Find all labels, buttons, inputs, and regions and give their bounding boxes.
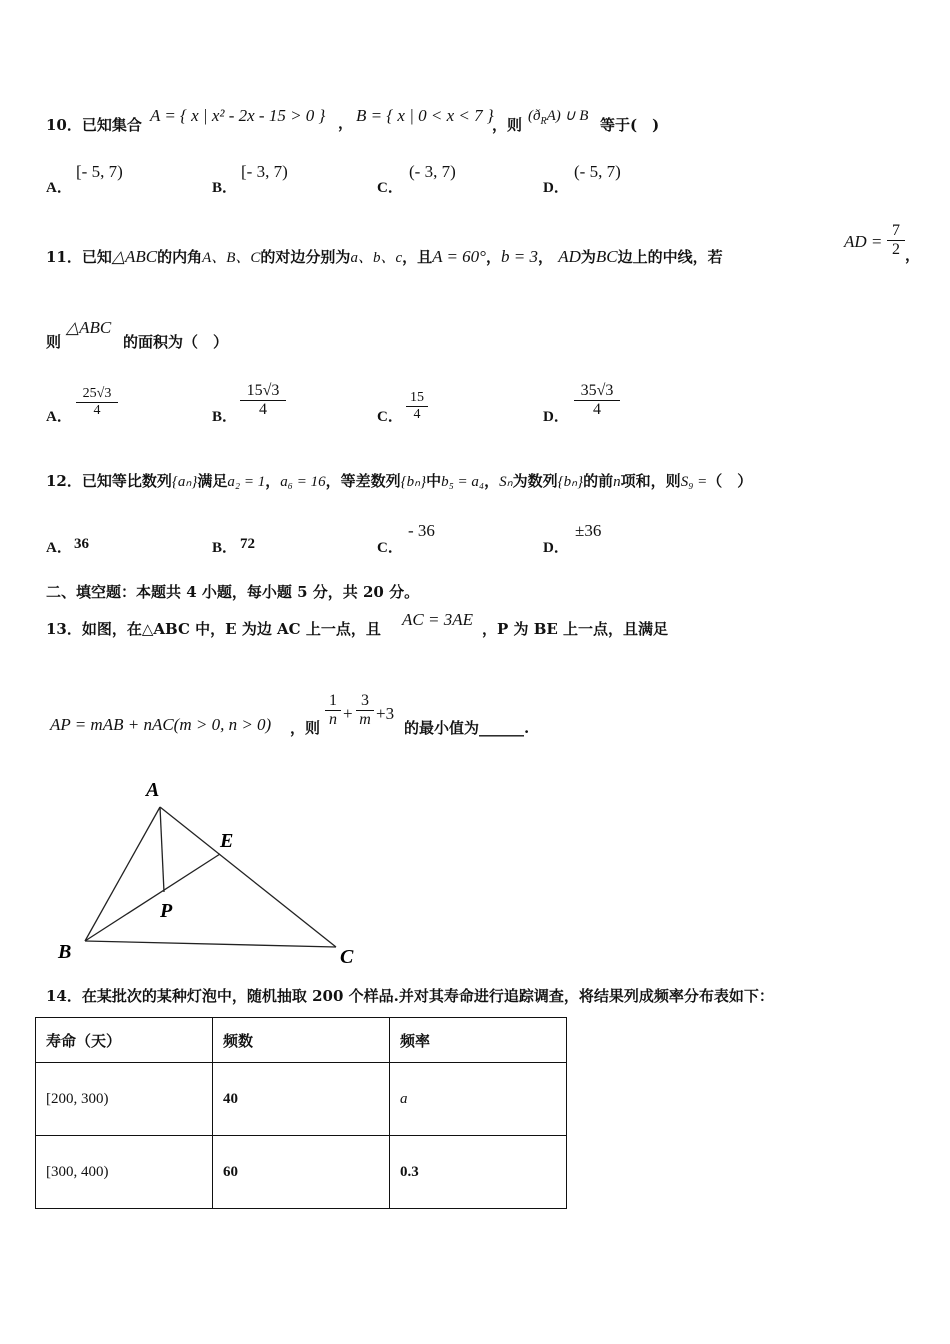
header-lifetime: 寿命（天）: [36, 1018, 213, 1063]
q10-option-b-value: [- 3, 7): [241, 162, 288, 181]
q10-set-b: B = { x | 0 < x < 7 }: [356, 106, 494, 125]
q12-option-b-value: 72: [240, 536, 255, 552]
q11-option-a-fraction: $\frac{25√3}{4}$: [76, 386, 118, 419]
q14-text: 14．在某批次的某种灯泡中，随机抽取 200 个样品.并对其寿命进行追踪调查，将结果列成频率分布表如下：: [46, 987, 774, 1005]
q11-line2-tri: △ABC: [66, 318, 112, 337]
q10-option-c-letter: C．: [377, 180, 403, 196]
frequency-table: [35, 1017, 567, 1209]
label-b: B: [58, 941, 72, 963]
q10-set-a: A = { x | x² - 2x - 15 > 0 }: [150, 106, 326, 125]
label-e: E: [220, 830, 234, 852]
q13-fraction-1: $\frac{1}{n}$: [325, 692, 341, 729]
q12-line: 12．已知等比数列{aₙ}满足a₂ = 1，a₆ = 16，等差数列{bₙ}中b₅ = a₄，Sₙ为数列{bₙ}的前n项和，则S₉ =（ ）: [46, 472, 753, 490]
q11-ad-fraction: $\frac{7}{2}$: [887, 222, 905, 259]
label-c: C: [340, 946, 354, 968]
q10-option-a-value: [- 5, 7): [76, 162, 123, 181]
triangle-figure: [40, 770, 380, 970]
q12-option-a-value: 36: [74, 536, 89, 552]
q13-then: ，则: [290, 719, 321, 737]
q13-plus: +: [343, 704, 353, 723]
edge-bc: [85, 941, 336, 947]
table-row: [36, 1136, 567, 1209]
q13-ac: AC = 3AE: [402, 610, 473, 629]
row-2-count: 60: [213, 1136, 390, 1209]
q12-option-c-letter: C．: [377, 540, 403, 556]
q12-option-d-value: ±36: [575, 521, 602, 540]
table-row: [36, 1063, 567, 1136]
q12-option-a-letter: A．: [46, 540, 72, 556]
q12-option-b-letter: B．: [212, 540, 238, 556]
header-frequency-count: 频数: [213, 1018, 390, 1063]
label-p: P: [160, 900, 173, 922]
section-2-heading: 二、填空题：本题共 4 小题，每小题 5 分，共 20 分。: [46, 583, 420, 601]
q11-ad-eq: AD =: [844, 232, 883, 251]
q11-option-c-letter: C．: [377, 409, 403, 425]
q10-then: ，则: [492, 116, 523, 134]
q10-option-a-letter: A．: [46, 180, 72, 196]
q11-option-d-fraction: $\frac{35√3}{4}$: [574, 382, 620, 419]
q13-tail: 的最小值为______.: [404, 719, 530, 737]
q10-option-b-letter: B．: [212, 180, 238, 196]
row-2-rate: 0.3: [390, 1136, 567, 1209]
q11-option-a-letter: A．: [46, 409, 72, 425]
q13-fraction-2: $\frac{3}{m}$: [356, 692, 374, 729]
q10-label: 10．已知集合: [46, 116, 142, 134]
q13-line1-post: ，P 为 BE 上一点，且满足: [482, 620, 669, 638]
q10-option-c-value: (- 3, 7): [409, 162, 456, 181]
q13-plus-three: +3: [376, 704, 395, 723]
q10-option-d-letter: D．: [543, 180, 569, 196]
q11-option-c-fraction: $\frac{15}{4}$: [406, 390, 428, 423]
q10-option-d-value: (- 5, 7): [574, 162, 621, 181]
q11-option-b-letter: B．: [212, 409, 238, 425]
q13-line1-pre: 13．如图，在△ABC 中，E 为边 AC 上一点，且: [46, 620, 381, 638]
q10-expr: $(ð_RA)$ ∪ B: [528, 108, 589, 127]
q13-ap-expression: AP = mAB + nAC(m > 0, n > 0): [50, 715, 272, 734]
edge-ab: [85, 807, 160, 941]
segment-ap: [160, 807, 164, 892]
q12-option-c-value: - 36: [408, 521, 435, 540]
q10-ask: 等于( ): [600, 116, 660, 134]
segment-be: [85, 854, 220, 941]
table-header-row: [36, 1018, 567, 1063]
q11-line1: 11．已知△ABC的内角A、B、C的对边分别为a、b、c，且A = 60°，b = 3， AD为BC边上的中线，若: [46, 247, 723, 266]
q11-option-b-fraction: $\frac{15√3}{4}$: [240, 382, 286, 419]
q11-line2-pre: 则: [46, 333, 62, 351]
row-1-interval: [200, 300): [36, 1063, 213, 1136]
q11-tail: ，: [905, 246, 921, 264]
row-2-interval: [300, 400): [36, 1136, 213, 1209]
q11-option-d-letter: D．: [543, 409, 569, 425]
edge-ac: [160, 807, 336, 947]
row-1-count: 40: [213, 1063, 390, 1136]
q11-line2-post: 的面积为（ ）: [123, 333, 229, 351]
header-frequency-rate: 频率: [390, 1018, 567, 1063]
q12-option-d-letter: D．: [543, 540, 569, 556]
label-a: A: [146, 779, 160, 801]
q10-sep: ，: [338, 114, 354, 132]
row-1-rate: a: [390, 1063, 567, 1136]
